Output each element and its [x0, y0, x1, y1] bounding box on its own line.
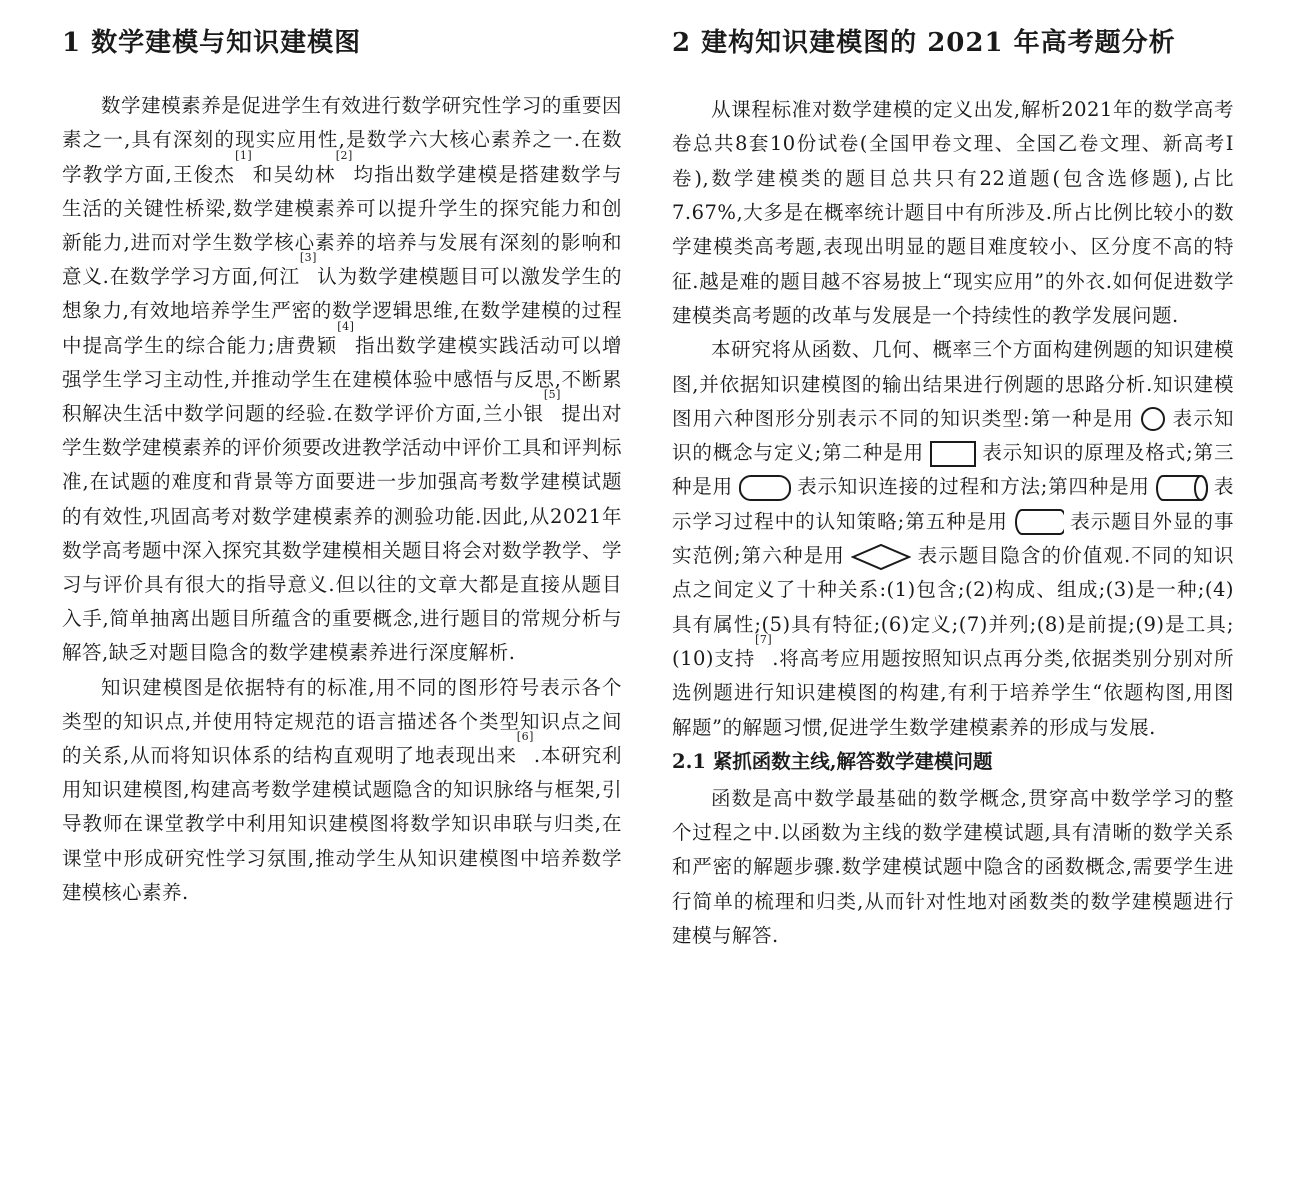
- section-2-paragraph-1: 从课程标准对数学建模的定义出发,解析2021年的数学高考卷总共8套10份试卷(全国甲卷文理、全国乙卷文理、新高考Ⅰ卷),数学建模类的题目总共只有22道题(包含选修题),占比7.67%,大多是在概率统计题目中有所涉及.所占比例比较小的数学建模类高考题,表现出明显的题目难度较小、区分度不高的特征.越是难的题目越不容易披上“现实应用”的外衣.如何促进数学建模类高考题的改革与发展是一个持续性的教学发展问题.: [672, 98, 1234, 327]
- section-2-1-heading: 2.1 紧抓函数主线,解答数学建模问题: [672, 749, 993, 773]
- left-column: [62, 28, 622, 910]
- section-2-paragraph-2: [672, 333, 1234, 745]
- citation-4[interactable]: [4]: [337, 319, 355, 333]
- text: .本研究利用知识建模图,构建高考数学建模试题隐含的知识脉络与框架,引导教师在课堂教学中利用知识建模图将数学知识串联与归类,在课堂中形成研究性学习氛围,推动学生从知识建模图中培养数学建模核心素养.: [62, 744, 622, 904]
- citation-2[interactable]: [2]: [335, 148, 353, 162]
- citation-3[interactable]: [3]: [299, 251, 317, 265]
- citation-6[interactable]: [6]: [516, 730, 534, 744]
- section-1-paragraph-1: [62, 89, 622, 670]
- right-column: [672, 28, 1234, 953]
- text: 指出数学建模实践活动可以增强学生学习主动性,并推动学生在建模体验中感悟与反思,不断累积解决生活中数学问题的经验.在数学评价方面,兰小银: [62, 333, 622, 426]
- section-1-heading: 1 数学建模与知识建模图: [62, 28, 362, 58]
- text: 表示知识的概念与定义;第二种是用: [672, 406, 1234, 465]
- citation-1[interactable]: [1]: [235, 148, 253, 162]
- text: 提出对学生数学建模素养的评价须要改进教学活动中评价工具和评判标准,在试题的难度和背景等方面要进一步加强高考数学建模试题的有效性,巩固高考对数学建模素养的测验功能.因此,从2021年数学高考题中深入探究其数学建模相关题目将会对数学教学、学习与评价具有很大的指导意义.但以往的文章大都是直接从题目入手,简单抽离出题目所蕴含的重要概念,进行题目的常规分析与解答,缺乏对题目隐含的数学建模素养进行深度解析.: [62, 402, 623, 665]
- diamond-icon: [851, 543, 911, 571]
- rounded-rectangle-icon: [739, 475, 791, 501]
- citation-7[interactable]: [7]: [755, 632, 773, 646]
- text: 表示学习过程中的认知策略;第五种是用: [672, 475, 1234, 533]
- rectangle-icon: [930, 441, 976, 467]
- text: 认为数学建模题目可以激发学生的想象力,有效地培养学生严密的数学逻辑思维,在数学建模的过程中提高学生的综合能力;唐费颖: [62, 265, 622, 357]
- text: .将高考应用题按照知识点再分类,依据类别分别对所选例题进行知识建模图的构建,有利于培养学生“依题构图,用图解题”的解题习惯,促进学生数学建模素养的形成与发展.: [672, 646, 1234, 739]
- section-2-1-paragraph: 函数是高中数学最基础的数学概念,贯穿高中数学学习的整个过程之中.以函数为主线的数学建模试题,具有清晰的数学关系和严密的解题步骤.数学建模试题中隐含的函数概念,需要学生进行简单的梳理和归类,从而针对性地对函数类的数学建模题进行建模与解答.: [672, 786, 1234, 948]
- open-scroll-icon: [1014, 508, 1064, 536]
- section-2-heading: 2 建构知识建模图的 2021 年高考题分析: [672, 28, 1176, 58]
- circle-icon: [1140, 406, 1166, 432]
- cylinder-icon: [1156, 474, 1208, 502]
- text: 表示题目外显的事实范例;第六种是用: [672, 509, 1234, 568]
- section-1-paragraph-2: [62, 671, 622, 910]
- text: 均指出数学建模是搭建数学与生活的关键性桥梁,数学建模素养可以提升学生的探究能力和创新能力,进而对学生数学核心素养的培养与发展有深刻的影响和意义.在数学学习方面,何江: [62, 162, 622, 289]
- text: 数学建模素养是促进学生有效进行数学研究性学习的重要因素之一,具有深刻的现实应用性,是数学六大核心素养之一.在数学教学方面,王俊杰: [62, 94, 622, 186]
- text: 和吴幼林: [252, 162, 336, 186]
- text: 表示题目隐含的价值观.不同的知识点之间定义了十种关系:(1)包含;(2)构成、组成;(3)是一种;(4)具有属性;(5)具有特征;(6)定义;(7)并列;(8)是前提;(9)是工具;(10)支持: [672, 544, 1235, 670]
- text: 表示知识的原理及格式;第三种是用: [672, 441, 1234, 499]
- text: 本研究将从函数、几何、概率三个方面构建例题的知识建模图,并依据知识建模图的输出结果进行例题的思路分析.知识建模图用六种图形分别表示不同的知识类型:第一种是用: [672, 338, 1234, 430]
- text: 知识建模图是依据特有的标准,用不同的图形符号表示各个类型的知识点,并使用特定规范的语言描述各个类型知识点之间的关系,从而将知识体系的结构直观明了地表现出来: [62, 675, 622, 768]
- citation-5[interactable]: [5]: [543, 388, 561, 402]
- text: 表示知识连接的过程和方法;第四种是用: [796, 475, 1150, 499]
